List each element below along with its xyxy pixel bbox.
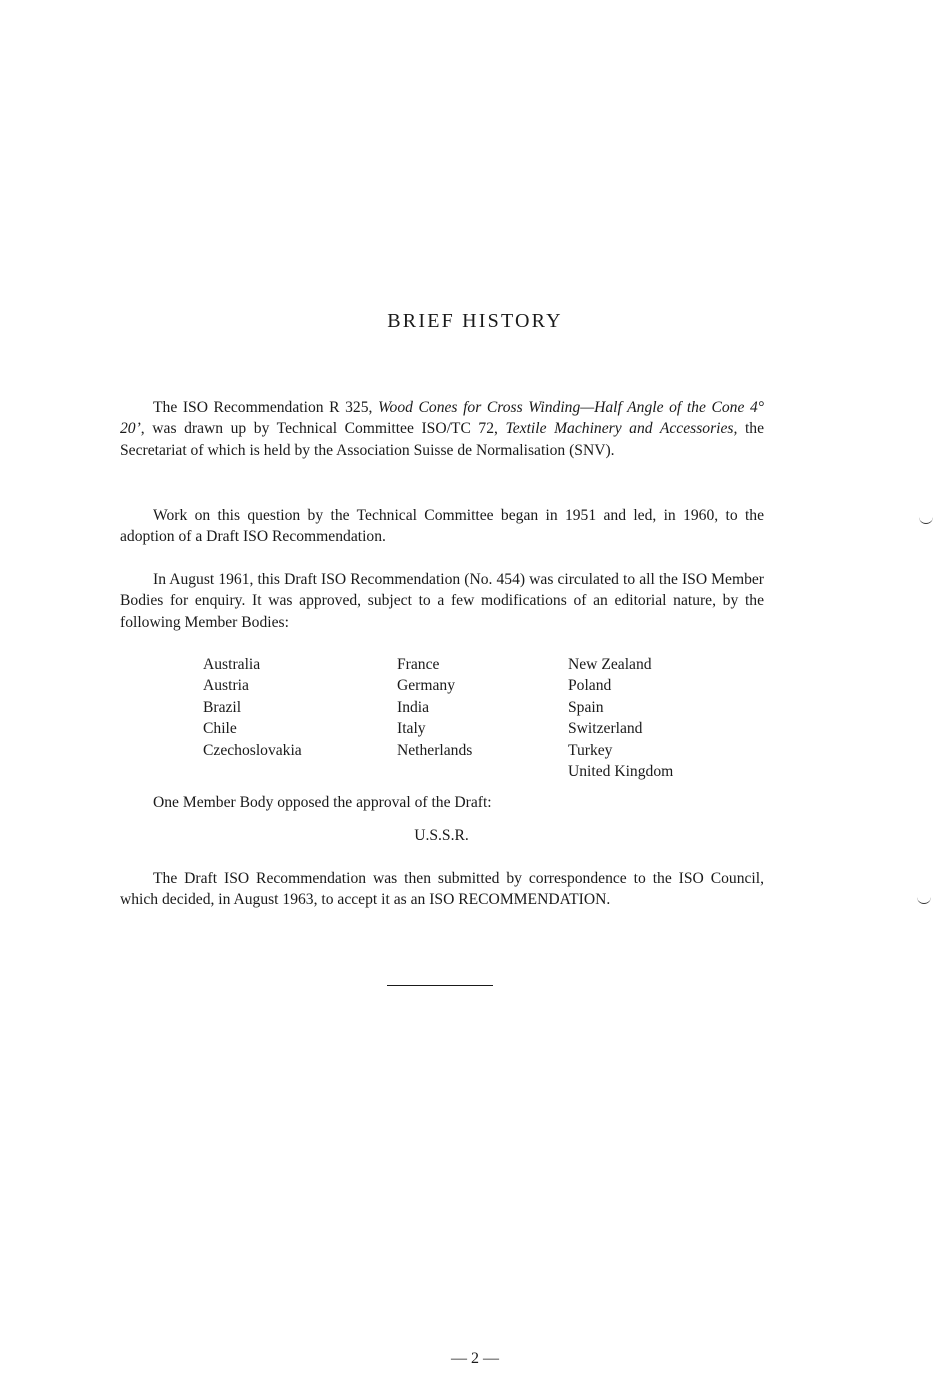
member-body: India <box>397 698 430 716</box>
member-body: Australia <box>203 656 261 673</box>
member-body: Poland <box>568 677 612 695</box>
page-number: — 2 — <box>451 1350 499 1367</box>
opposed-statement: One Member Body opposed the approval of the Draft: <box>153 794 492 811</box>
member-bodies-column-1 <box>203 654 302 761</box>
committee-title: Textile Machinery and Accessories, <box>505 420 738 438</box>
member-body: Brazil <box>203 698 242 716</box>
paragraph-work-text: Work on this question by the Technical Committee began in 1951 and led, in 1960, to the adoption of a Draft ISO Recommendation. <box>120 507 764 546</box>
member-body: France <box>397 656 440 673</box>
member-body: Italy <box>397 720 426 738</box>
paragraph-origin <box>120 397 764 461</box>
section-divider <box>387 985 493 986</box>
member-body: Czechoslovakia <box>203 741 302 759</box>
opposing-member-body: U.S.S.R. <box>414 827 469 844</box>
paragraph-acceptance-text: The Draft ISO Recommendation was then submitted by correspondence to the ISO Council, which decided, in August 1963, to accept it as an ISO RECOMMENDATION. <box>120 870 764 909</box>
paragraph-origin-text-2: , was drawn up by Technical Committee ISO/TC 72, <box>140 420 506 438</box>
margin-mark <box>919 517 933 524</box>
recommendation-title: Wood Cones for Cross Winding—Half Angle of the Cone 4° 20’ <box>120 399 764 438</box>
member-body: Austria <box>203 677 249 695</box>
member-body: United Kingdom <box>568 763 674 781</box>
member-bodies-column-3 <box>568 654 673 782</box>
paragraph-circulation-text: In August 1961, this Draft ISO Recommendation (No. 454) was circulated to all the ISO Member Bodies for enquiry. It was approved, subject to a few modifications of an editorial nature, by the following Member Bodies: <box>120 571 764 631</box>
member-body: Germany <box>397 677 456 695</box>
member-body: Spain <box>568 698 604 716</box>
paragraph-circulation <box>120 569 764 633</box>
member-bodies-column-2 <box>397 654 472 761</box>
member-body: Netherlands <box>397 741 473 759</box>
member-body: Chile <box>203 720 237 738</box>
paragraph-work <box>120 505 764 548</box>
paragraph-acceptance <box>120 868 764 911</box>
page-title: BRIEF HISTORY <box>387 310 563 332</box>
paragraph-origin-text-3: the Secretariat of which is held by the Association Suisse de Normalisation (SNV). <box>120 420 764 459</box>
margin-mark <box>917 897 931 904</box>
paragraph-origin-text-1: The ISO Recommendation R 325, <box>153 399 378 416</box>
member-body: Switzerland <box>568 720 643 738</box>
member-body: New Zealand <box>568 656 652 673</box>
member-body: Turkey <box>568 741 613 759</box>
